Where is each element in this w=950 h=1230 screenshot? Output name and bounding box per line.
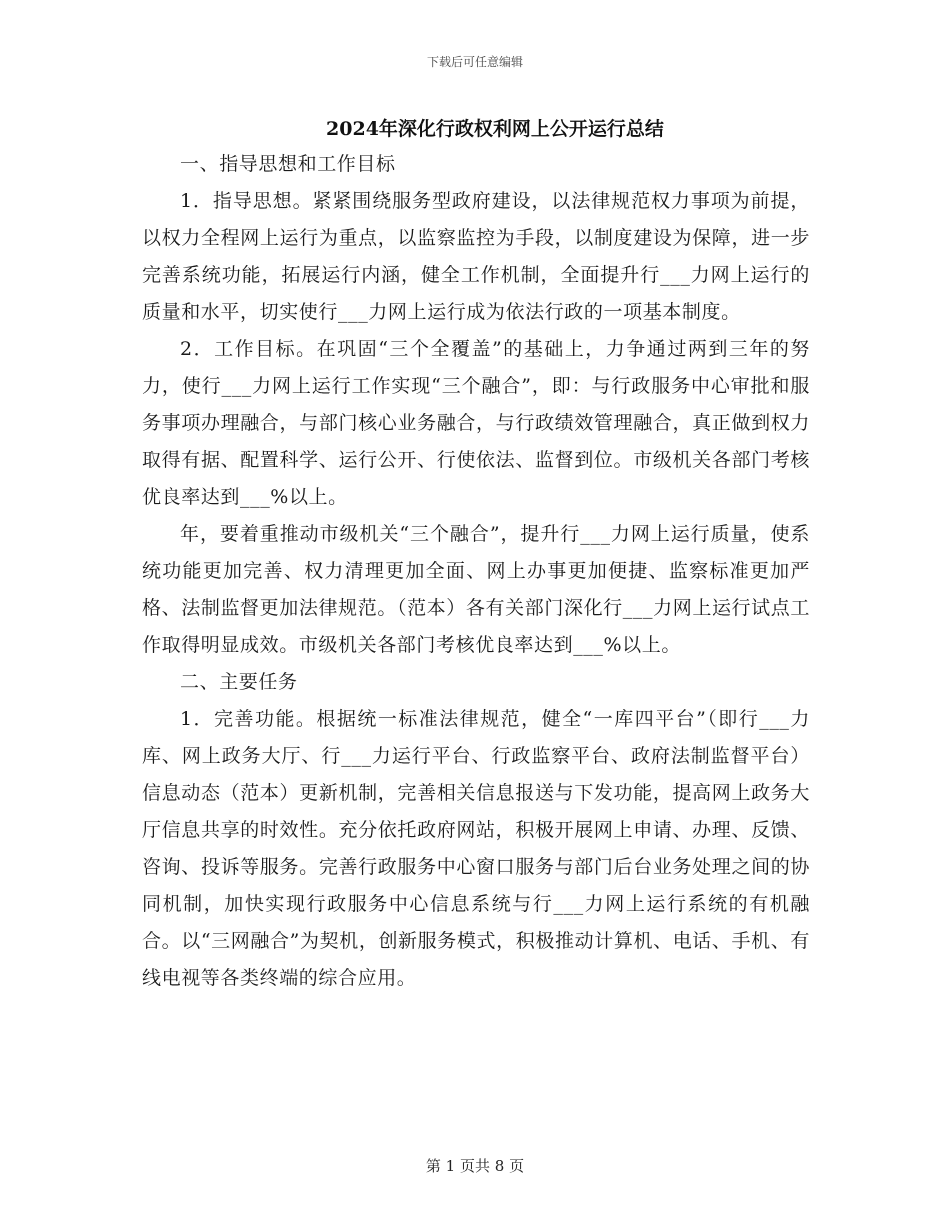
document-body (142, 146, 810, 997)
section-heading-guiding: 一、指导思想和工作目标 (180, 153, 396, 175)
page-header-note: 下载后可任意编辑 (426, 55, 523, 69)
document-title: 2024年深化行政权利网上公开运行总结 (326, 118, 664, 140)
paragraph-improve-functions: 1．完善功能。根据统一标准法律规范，健全“一库四平台”（即行___力库、网上政务大厅、行___力运行平台、行政监察平台、政府法制监督平台）信息动态（范本）更新机制，完善相关信息报送与下发功能，提高网上政务大厅信息共享的时效性。充分依托政府网站，积极开展网上申请、办理、反馈、咨询、投诉等服务。完善行政服务中心窗口服务与部门后台业务处理之间的协同机制，加快实现行政服务中心信息系统与行___力网上运行系统的有机融合。以“三网融合”为契机，创新服务模式，积极推动计算机、电话、手机、有线电视等各类终端的综合应用。 (142, 708, 810, 989)
paragraph-work-goal: 2．工作目标。在巩固“三个全覆盖”的基础上，力争通过两到三年的努力，使行___力网上运行工作实现“三个融合”，即：与行政服务中心审批和服务事项办理融合，与部门核心业务融合，与行政绩效管理融合，真正做到权力取得有据、配置科学、运行公开、行使依法、监督到位。市级机关各部门考核优良率达到___%以上。 (142, 338, 810, 508)
paragraph-year-plan: 年，要着重推动市级机关“三个融合”，提升行___力网上运行质量，使系统功能更加完善、权力清理更加全面、网上办事更加便捷、监察标准更加严格、法制监督更加法律规范。（范本）各有关部门深化行___力网上运行试点工作取得明显成效。市级机关各部门考核优良率达到___%以上。 (142, 523, 810, 656)
page-number-footer: 第 1 页共 8 页 (425, 1157, 525, 1175)
paragraph-guiding-thought: 1．指导思想。紧紧围绕服务型政府建设，以法律规范权力事项为前提，以权力全程网上运行为重点，以监察监控为手段，以制度建设为保障，进一步完善系统功能，拓展运行内涵，健全工作机制，全面提升行___力网上运行的质量和水平，切实使行___力网上运行成为依法行政的一项基本制度。 (142, 190, 810, 323)
section-heading-main-tasks: 二、主要任务 (180, 671, 298, 693)
